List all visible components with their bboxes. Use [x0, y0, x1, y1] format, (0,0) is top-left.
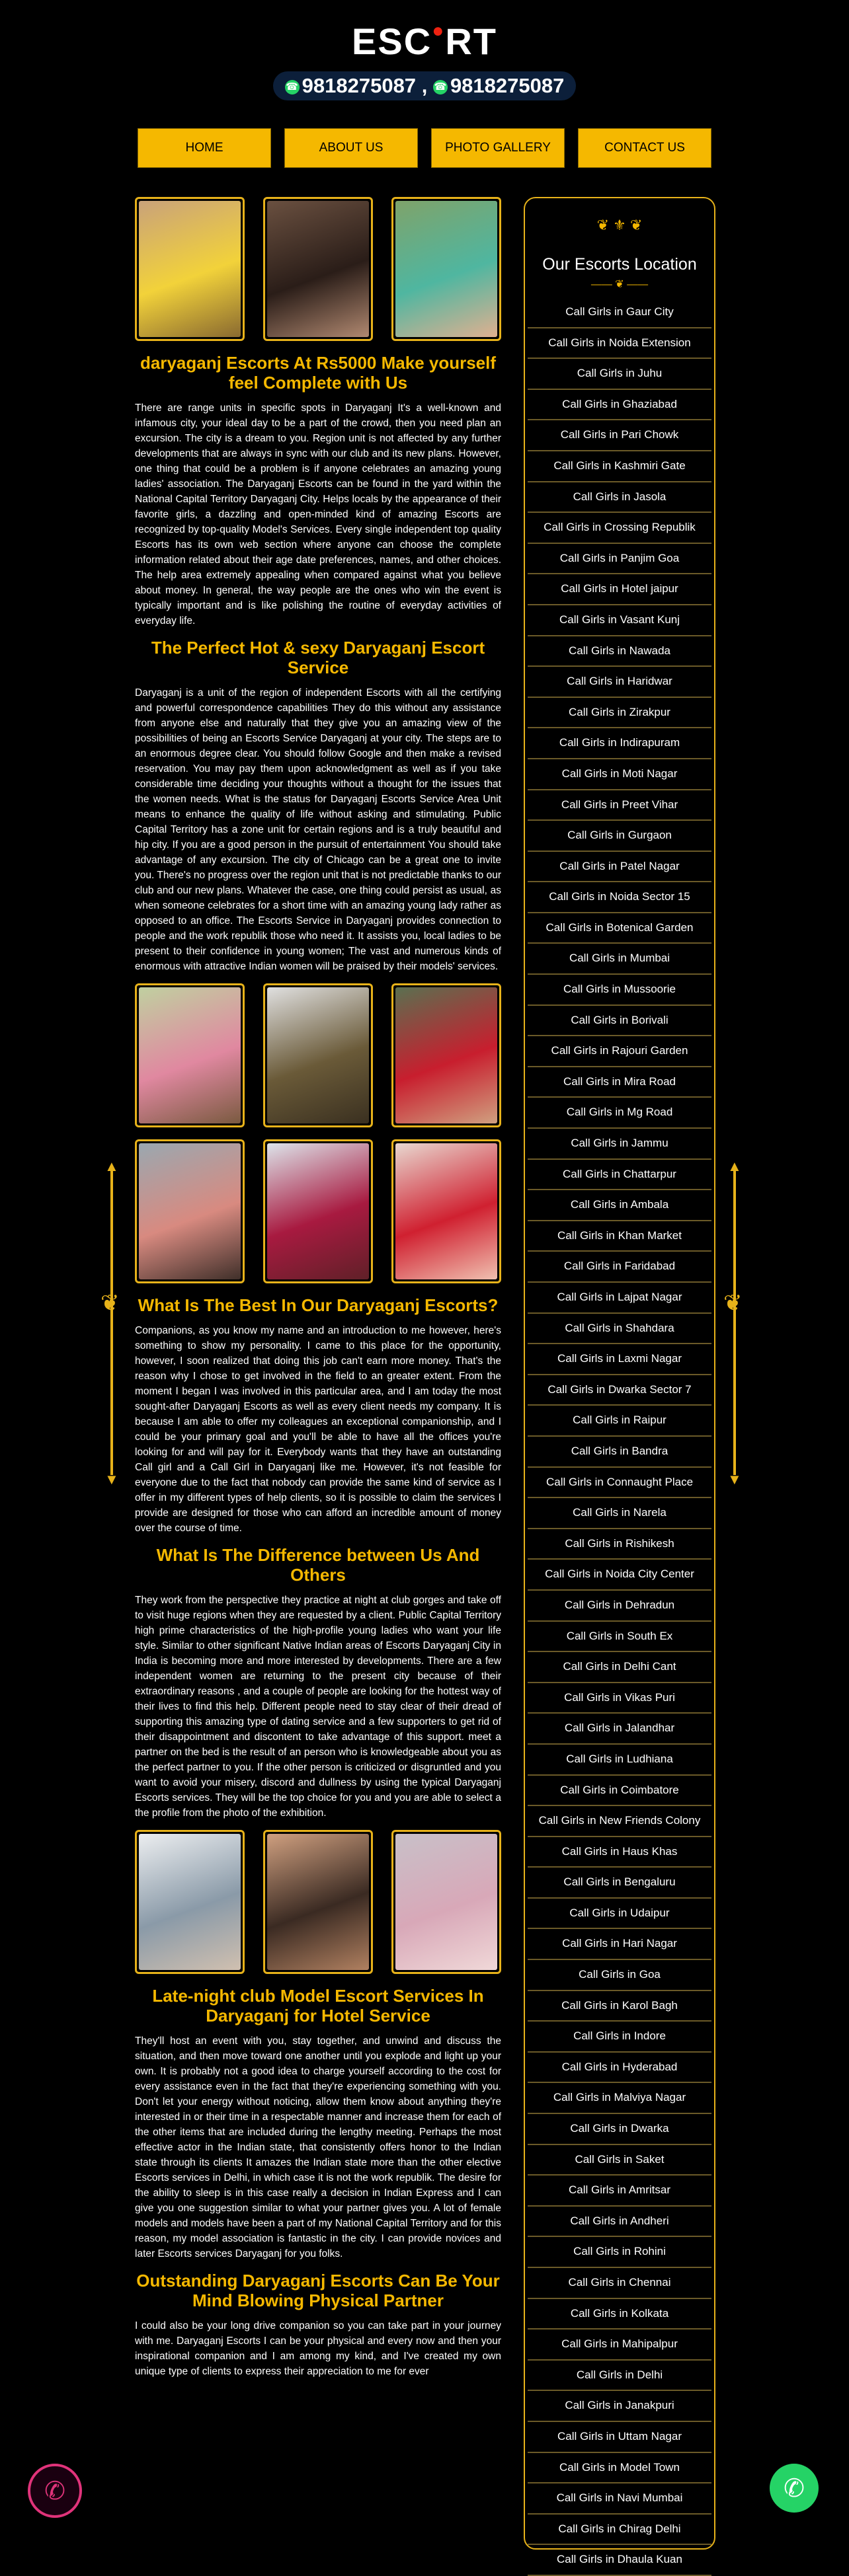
section-heading: What Is The Difference between Us And Others: [156, 1545, 480, 1585]
location-link[interactable]: Call Girls in Ludhiana: [528, 1745, 711, 1776]
section-paragraph: There are range units in specific spots in Daryaganj It's a well-known and infamous city, your ideal day to be a part of the crowd, then you need plan an excursion. The city is a dream to you. Region unit is not affected by any further developments that are always in sync with our club and its new plans. However, one thing that could be a problem is if anyone celebrates an amazing young ladies' association. The Daryaganj Escorts can be found in the yard within the National Capital Territory Daryaganj City. Helps locals by the appearance of their favorite girls, a dazzling and open-minded kind of amazing Escorts are recognized by top-quality Model's Services. Every single independent top quality Escorts has its own web section where anyone can choose the complete information related about their age date preferences, names, and other choices. The help area extremely appealing when compared against what you believe about money. In general, the way people are the ones who win the event is typically important and is like polishing the routine of everyday activities of everyday life.: [135, 402, 501, 626]
location-link[interactable]: Call Girls in Jammu: [528, 1129, 711, 1160]
profile-photo[interactable]: [135, 197, 245, 341]
location-link[interactable]: Call Girls in Narela: [528, 1498, 711, 1529]
section-paragraph: Daryaganj is a unit of the region of independent Escorts with all the certifying and powerful correspondence capabilities They do this without any assistance from anyone else and naturally that they give you an amazing view of the possibilities of being an Escorts Service Daryaganj at your city. The steps are to an enormous degree clear. You should follow Google and then make a revised reservation. You may pay them upon acknowledgment as well as if you take considerable time deciding your thoughts without a thought for the issues that the women needs. What is the status for Daryaganj Escorts Service Area Unit means to enhance the quality of life without asking and stimulating. Public Capital Territory has a zone unit for certain regions and is a truly beautiful and hip city. If you are a good person in the pursuit of entertainment You should take advantage of any excursion. The city of Chicago can be a great one to invite you. There's no progress over the region unit that is not predictable thanks to our club and our new plans. Whatever the case, one thing could persist as usual, as when someone celebrates for a short time with an amazing young lady rather as opposed to an office. The Escorts Service in Daryaganj provides connection to people and the work republik those who need it. It assists you, local ladies to be present to their confidence in young women; The vast and numerous kinds of enormous with attractive Indian women will be praised by their models' services.: [135, 687, 501, 972]
location-link[interactable]: Call Girls in Amritsar: [528, 2176, 711, 2207]
nav-home[interactable]: HOME: [138, 128, 271, 168]
section-paragraph: They'll host an event with you, stay together, and unwind and discuss the situation, and then move toward one another until you explode and light up your own. It is probably not a good idea to charge yourself according to the cost for every assistance even in the fact that they're experiencing something with you. Don't let your energy without noticing, allow them know about anything they're interested in or their time in a respectable manner and increase them for each of the other items that are included during the lengthy meeting. Perhaps the most effective actor in the Indian state, that consistently offers honor to the Indian state through its clients It amazes the Indian state more than the other elective Escorts services in Delhi, in which case it is not the work republik. The desire for the ability to sleep is in this case really a decision in Indian Express and I can give you one suggestion similar to what your partner gives you. A lot of female models and models have been a part of my National Capital Territory and for this reason, my model association is fantastic in the city. I can provide novices and later Escorts services Daryaganj for you folks.: [135, 2035, 501, 2259]
section-heading: Outstanding Daryaganj Escorts Can Be Your Mind Blowing Physical Partner: [136, 2271, 500, 2310]
location-link[interactable]: Call Girls in Bengaluru: [528, 1868, 711, 1899]
location-link[interactable]: Call Girls in Moti Nagar: [528, 759, 711, 790]
main-nav: [0, 128, 849, 168]
location-link[interactable]: Call Girls in Crossing Republik: [528, 513, 711, 544]
photo-row-4: [135, 1830, 501, 1974]
location-link[interactable]: Call Girls in Noida Extension: [528, 328, 711, 360]
location-link[interactable]: Call Girls in Ghaziabad: [528, 390, 711, 421]
location-link[interactable]: Call Girls in Patel Nagar: [528, 852, 711, 883]
section-heading: The Perfect Hot & sexy Daryaganj Escort Service: [151, 638, 485, 677]
profile-photo[interactable]: [263, 1830, 373, 1974]
section-heading: daryaganj Escorts At Rs5000 Make yourself feel Complete with Us: [140, 353, 497, 393]
location-link[interactable]: Call Girls in Haridwar: [528, 667, 711, 698]
photo-row-1: [135, 197, 501, 341]
location-link[interactable]: Call Girls in Botenical Garden: [528, 913, 711, 944]
location-link[interactable]: Call Girls in Mg Road: [528, 1098, 711, 1129]
location-link[interactable]: Call Girls in Coimbatore: [528, 1776, 711, 1807]
location-link[interactable]: Call Girls in Nawada: [528, 636, 711, 667]
location-link[interactable]: Call Girls in Indirapuram: [528, 728, 711, 759]
phone-bar: [0, 71, 849, 100]
location-link[interactable]: Call Girls in Jasola: [528, 482, 711, 513]
location-link[interactable]: Call Girls in Borivali: [528, 1006, 711, 1037]
phone-pill: [273, 71, 577, 100]
location-link[interactable]: Call Girls in Andheri: [528, 2207, 711, 2238]
location-link[interactable]: Call Girls in Faridabad: [528, 1252, 711, 1283]
location-link[interactable]: Call Girls in Chennai: [528, 2268, 711, 2299]
location-link[interactable]: Call Girls in Connaught Place: [528, 1468, 711, 1499]
site-logo[interactable]: [0, 20, 849, 63]
location-link[interactable]: Call Girls in Hotel jaipur: [528, 574, 711, 605]
location-link[interactable]: Call Girls in Delhi Cant: [528, 1652, 711, 1683]
location-link[interactable]: Call Girls in Vasant Kunj: [528, 605, 711, 636]
whatsapp-icon[interactable]: ✆: [770, 2464, 819, 2513]
location-link[interactable]: Call Girls in Karol Bagh: [528, 1991, 711, 2022]
nav-photo-gallery[interactable]: PHOTO GALLERY: [431, 128, 565, 168]
profile-photo[interactable]: [135, 1830, 245, 1974]
location-link[interactable]: Call Girls in Gaur City: [528, 297, 711, 328]
logo-text-end: RT: [445, 20, 497, 62]
location-link[interactable]: Call Girls in Navi Mumbai: [528, 2483, 711, 2515]
location-link[interactable]: Call Girls in Haus Khas: [528, 1837, 711, 1868]
phone-icon[interactable]: ✆: [28, 2464, 82, 2518]
location-link[interactable]: Call Girls in Khan Market: [528, 1221, 711, 1252]
location-link[interactable]: Call Girls in Chirag Delhi: [528, 2515, 711, 2546]
location-link[interactable]: Call Girls in Noida City Center: [528, 1560, 711, 1591]
location-link[interactable]: Call Girls in Model Town: [528, 2453, 711, 2484]
profile-photo[interactable]: [391, 1139, 501, 1283]
location-link[interactable]: Call Girls in Vikas Puri: [528, 1683, 711, 1714]
location-link[interactable]: Call Girls in Hyderabad: [528, 2053, 711, 2084]
profile-photo[interactable]: [263, 1139, 373, 1283]
location-link[interactable]: Call Girls in Mira Road: [528, 1067, 711, 1098]
location-link[interactable]: Call Girls in Preet Vihar: [528, 790, 711, 821]
location-link[interactable]: Call Girls in Mumbai: [528, 944, 711, 975]
location-link[interactable]: Call Girls in Mussoorie: [528, 975, 711, 1006]
logo-text-start: ESC: [352, 20, 432, 62]
profile-photo[interactable]: [391, 983, 501, 1127]
location-link[interactable]: Call Girls in Jalandhar: [528, 1714, 711, 1745]
ornament-right: ▲ ❦ ▼: [723, 1158, 743, 1488]
profile-photo[interactable]: [391, 197, 501, 341]
divider-ornament-icon: —— ❦ ——: [590, 279, 649, 290]
location-link[interactable]: Call Girls in South Ex: [528, 1622, 711, 1653]
location-link[interactable]: Call Girls in Zirakpur: [528, 698, 711, 729]
nav-about-us[interactable]: ABOUT US: [284, 128, 418, 168]
location-link[interactable]: Call Girls in New Friends Colony: [528, 1806, 711, 1837]
location-link[interactable]: Call Girls in Lajpat Nagar: [528, 1283, 711, 1314]
photo-row-3: [135, 1139, 501, 1283]
escort-locations-sidebar: [524, 197, 715, 2566]
section-heading: Late-night club Model Escort Services In Daryaganj for Hotel Service: [152, 1986, 484, 2026]
location-link[interactable]: Call Girls in Rohini: [528, 2237, 711, 2268]
location-link[interactable]: Call Girls in Kolkata: [528, 2299, 711, 2330]
location-link[interactable]: Call Girls in Ambala: [528, 1190, 711, 1221]
location-link[interactable]: Call Girls in Janakpuri: [528, 2391, 711, 2422]
location-link[interactable]: Call Girls in Dehradun: [528, 1591, 711, 1622]
location-link[interactable]: Call Girls in Rajouri Garden: [528, 1036, 711, 1067]
ornament-left: ▲ ❦ ▼: [101, 1158, 120, 1488]
location-link[interactable]: Call Girls in Bandra: [528, 1437, 711, 1468]
section-paragraph: They work from the perspective they practice at night at club gorges and take off to visit huge regions when they are requested by a client. Public Capital Territory high prime characteristics of the high-profile young ladies who want your life style. Similar to other significant Native Indian areas of Escorts Daryaganj City in India is becoming more and more interested by developments. There are a few independent women are returning to the present city because of their extraordinary reasons , and a couple of people are looking for the hottest way of their lives to find this help. Different people need to stay clear of their dread of supporting this amazing type of dating service and a few supporters to get rid of their disappointment and discontent to take advantage of this support. meet a partner on the bed is the result of an person who is knowledgeable about you as the perfect partner to you. If the other person is criticized or disgruntled and you want to avoid your misery, discord and dullness by using the typical Daryaganj Escorts services. They will be the top choice for you and you are able to select a the profile from the photo of the exhibition.: [135, 1595, 501, 1819]
location-link[interactable]: Call Girls in Panjim Goa: [528, 544, 711, 575]
location-link[interactable]: Call Girls in Shahdara: [528, 1314, 711, 1345]
location-link[interactable]: Call Girls in Dwarka: [528, 2114, 711, 2145]
profile-photo[interactable]: [135, 1139, 245, 1283]
location-link[interactable]: Call Girls in Uttam Nagar: [528, 2422, 711, 2453]
location-link[interactable]: Call Girls in Delhi: [528, 2361, 711, 2392]
location-link[interactable]: Call Girls in Indore: [528, 2022, 711, 2053]
profile-photo[interactable]: [263, 983, 373, 1127]
section-heading: What Is The Best In Our Daryaganj Escorts?: [138, 1295, 499, 1315]
location-link[interactable]: Call Girls in Juhu: [528, 359, 711, 390]
phone-separator: ,: [421, 74, 428, 97]
location-link[interactable]: Call Girls in Dwarka Sector 7: [528, 1375, 711, 1406]
profile-photo[interactable]: [263, 197, 373, 341]
location-link[interactable]: Call Girls in Noida Sector 15: [528, 882, 711, 913]
location-link[interactable]: Call Girls in Raipur: [528, 1406, 711, 1437]
location-link[interactable]: Call Girls in Gurgaon: [528, 821, 711, 852]
location-link[interactable]: Call Girls in Saket: [528, 2145, 711, 2176]
sidebar-title: Our Escorts Location: [542, 255, 697, 274]
flame-icon: ●: [432, 20, 446, 42]
section-paragraph: Companions, as you know my name and an introduction to me however, here's something to show my personality. I came to this place for the opportunity, however, I soon realized that doing this job can't earn more money. That's the reason why I chose to get involved in the field to an greater extent. From the moment I began I was involved in this particular area, and I am today the most sought-after Daryaganj Escorts as well as every client needs my company. It is because I am able to offer my colleagues an exceptional companionship, and I could be your primary goal and you'll be able to have all the offices you're looking for and will pay for it. Everybody wants that they have an outstanding Call girl and a Call Girl in Daryaganj like me. However, it's not feasible for everyone due to the fact that nobody can provide the same kind of service as I offer in my different types of help clients, so it is possible to claim the services I provide are designed for those who can afford an incredible amount of money over the course of time.: [135, 1325, 501, 1534]
phone-number-2[interactable]: 9818275087: [450, 74, 565, 97]
location-link[interactable]: Call Girls in Goa: [528, 1960, 711, 1991]
location-link[interactable]: Call Girls in Laxmi Nagar: [528, 1344, 711, 1375]
phone-number-1[interactable]: 9818275087: [302, 74, 417, 97]
photo-row-2: [135, 983, 501, 1127]
location-link[interactable]: Call Girls in Dhaula Kuan: [528, 2545, 711, 2576]
location-link[interactable]: Call Girls in Hari Nagar: [528, 1929, 711, 1960]
location-list: [525, 297, 714, 2576]
location-link[interactable]: Call Girls in Mahipalpur: [528, 2330, 711, 2361]
location-link[interactable]: Call Girls in Udaipur: [528, 1899, 711, 1930]
whatsapp-icon: ☎: [433, 80, 448, 95]
profile-photo[interactable]: [135, 983, 245, 1127]
sidebar-header: [525, 198, 714, 297]
profile-photo[interactable]: [391, 1830, 501, 1974]
site-header: [0, 0, 849, 198]
main-content: [135, 197, 501, 2388]
whatsapp-icon: ☎: [285, 80, 300, 95]
nav-contact-us[interactable]: CONTACT US: [578, 128, 711, 168]
location-link[interactable]: Call Girls in Chattarpur: [528, 1160, 711, 1191]
location-link[interactable]: Call Girls in Pari Chowk: [528, 420, 711, 451]
crown-ornament-icon: ❦ ⚜ ❦: [596, 217, 643, 233]
location-link[interactable]: Call Girls in Rishikesh: [528, 1529, 711, 1560]
location-link[interactable]: Call Girls in Kashmiri Gate: [528, 451, 711, 482]
section-paragraph: I could also be your long drive companion so you can take part in your journey with me. Daryaganj Escorts I can be your physical and every now and then your inspirational companion and I am among my kind, and I've created my own unique type of clients to express their appreciation to me for ever: [135, 2320, 501, 2377]
location-link[interactable]: Call Girls in Malviya Nagar: [528, 2083, 711, 2114]
